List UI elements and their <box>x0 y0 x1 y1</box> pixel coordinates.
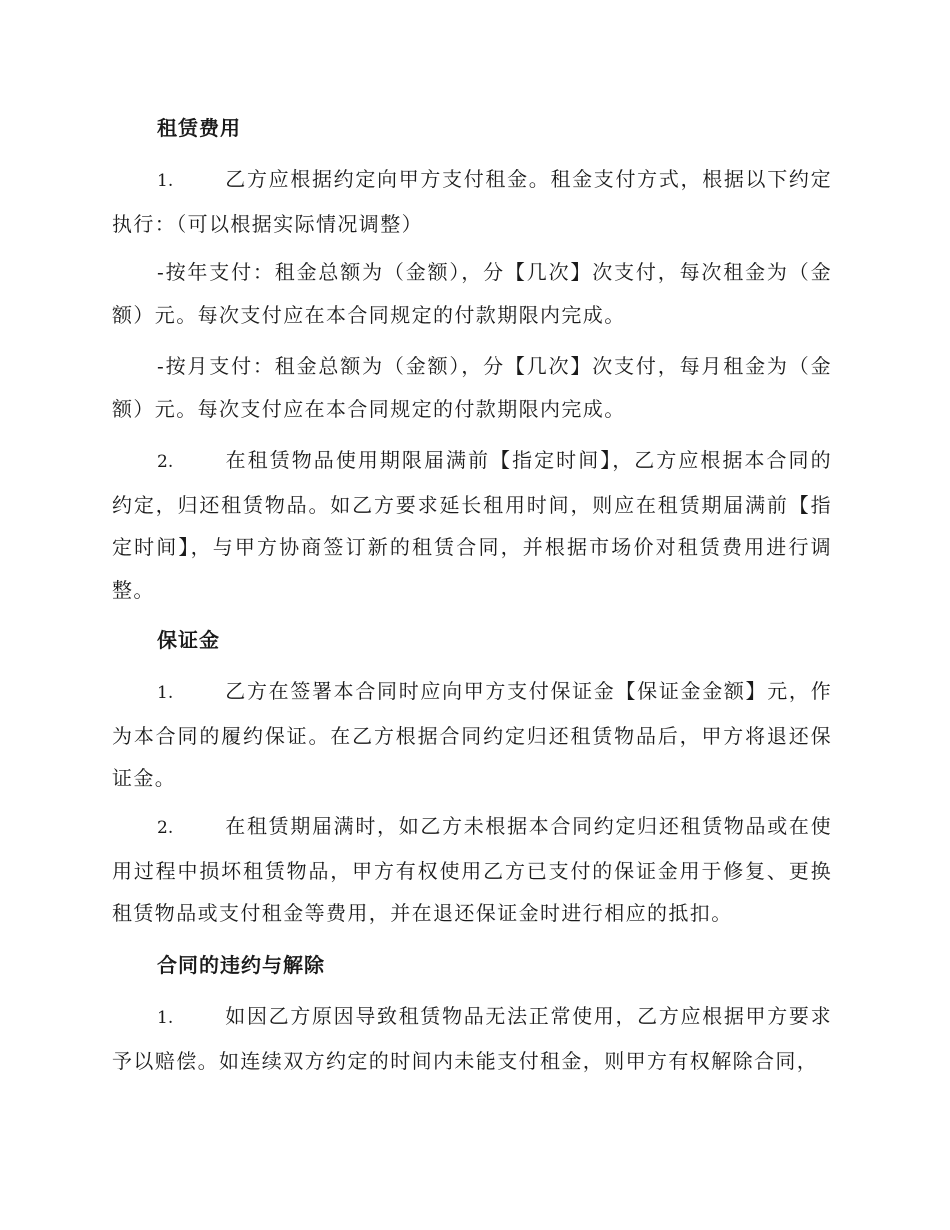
paragraph-rent-payment <box>112 158 832 245</box>
section-heading-deposit: 保证金 <box>157 628 220 652</box>
paragraph-return-items <box>112 439 832 611</box>
paragraph-text: 在租赁物品使用期限届满前【指定时间】，乙方应根据本合同的约定，归还租赁物品。如乙方要求延长租用时间，则应在租赁期届满前【指定时间】，与甲方协商签订新的租赁合同，并根据市场价对租赁费用进行调整。 <box>112 448 832 602</box>
paragraph-text: 如因乙方原因导致租赁物品无法正常使用，乙方应根据甲方要求予以赔偿。如连续双方约定的时间内未能支付租金，则甲方有权解除合同， <box>112 1004 832 1073</box>
paragraph-annual-payment <box>112 251 832 336</box>
section-heading-rental-fees: 租赁费用 <box>157 116 241 140</box>
paragraph-text: -按月支付：租金总额为（金额），分【几次】次支付，每月租金为（金额）元。每次支付应在本合同规定的付款期限内完成。 <box>112 354 832 421</box>
paragraph-deposit-deduction <box>112 805 832 935</box>
paragraph-text: 乙方应根据约定向甲方支付租金。租金支付方式，根据以下约定执行：（可以根据实际情况调整） <box>112 167 832 236</box>
paragraph-number: 1. <box>157 1008 174 1028</box>
paragraph-number: 1. <box>157 683 174 703</box>
paragraph-number: 2. <box>157 818 174 838</box>
section-heading-breach-termination: 合同的违约与解除 <box>157 953 325 977</box>
paragraph-monthly-payment <box>112 345 832 430</box>
paragraph-text: 乙方在签署本合同时应向甲方支付保证金【保证金金额】元，作为本合同的履约保证。在乙方根据合同约定归还租赁物品后，甲方将退还保证金。 <box>112 679 832 790</box>
paragraph-breach-compensation <box>112 995 832 1082</box>
paragraph-text: -按年支付：租金总额为（金额），分【几次】次支付，每次租金为（金额）元。每次支付应在本合同规定的付款期限内完成。 <box>112 260 832 327</box>
paragraph-number: 1. <box>157 171 174 191</box>
paragraph-text: 在租赁期届满时，如乙方未根据本合同约定归还租赁物品或在使用过程中损坏租赁物品，甲方有权使用乙方已支付的保证金用于修复、更换租赁物品或支付租金等费用，并在退还保证金时进行相应的抵扣。 <box>112 814 832 925</box>
paragraph-number: 2. <box>157 452 174 472</box>
paragraph-deposit-payment <box>112 670 832 800</box>
